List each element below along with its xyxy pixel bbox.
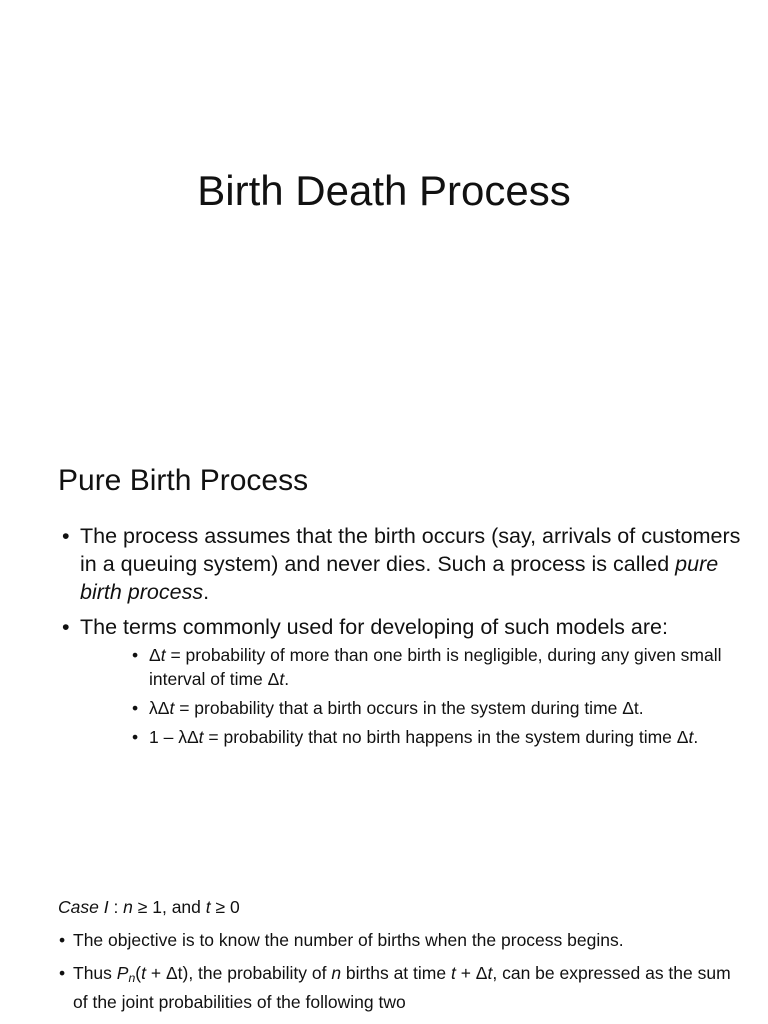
subbullet-one-minus-lambda-delta-t [130,725,760,749]
probability-symbol: P [116,963,129,983]
term-variable: t [198,727,204,747]
term-symbol: 1 – λΔ [149,727,199,747]
bullet-terms-intro [58,613,748,749]
bullet-process-assumption [58,522,748,606]
case-condition: ≥ 0 [210,897,240,917]
expression-variable: t [450,963,456,983]
bullet-prefix: Thus [73,963,117,983]
term-definition: = probability that no birth happens in the system during time Δ [203,727,689,747]
term-end: . [284,669,290,689]
case-separator: : [108,897,124,917]
expression-part: + Δt), the probability of [146,963,332,983]
bullet-objective [58,928,738,952]
expression-variable: n [331,963,342,983]
subbullet-lambda-delta-t [130,696,760,720]
terms-subbullet-list [130,643,760,749]
case-heading [58,894,240,920]
term-symbol: Δ [149,645,161,665]
term-symbol: λΔ [149,698,170,718]
term-definition: = probability that a birth occurs in the system during time Δt. [174,698,644,718]
bullet-text-end: . [203,580,210,604]
case-variable-t: t [205,897,211,917]
term-variable: t [160,645,166,665]
case-bullet-list [58,928,738,1023]
case-variable-n: n [123,897,133,917]
subbullet-delta-t [130,643,760,691]
term-end: . [693,727,699,747]
slide-title-birth-death-process: Birth Death Process [197,167,571,214]
bullet-text: The terms commonly used for developing of such models are: [80,615,668,639]
slide-title-pure-birth-process: Pure Birth Process [58,464,309,497]
expression-part: births at time [341,963,451,983]
bullet-text: The process assumes that the birth occurs (say, arrivals of customers in a queuing system) and never dies. Such a process is called [80,524,741,576]
case-condition: ≥ 1, and [132,897,206,917]
bullet-text: The objective is to know the number of births when the process begins. [73,930,624,950]
term-variable: t [169,698,175,718]
expression-part: ( [135,963,142,983]
case-label: Case I [58,897,109,917]
pure-birth-bullet-list [58,522,748,756]
expression-variable: t [487,963,493,983]
bullet-probability-expression [58,961,738,1014]
expression-variable: t [141,963,146,983]
term-definition: = probability of more than one birth is negligible, during any given small interval of time Δ [149,645,722,689]
probability-subscript: n [128,971,136,985]
bullet-emphasis: pure birth process [80,552,719,604]
term-variable: t [279,669,285,689]
expression-part: , can be expressed as the sum of the joint probabilities of the following two [73,963,731,1012]
expression-part: + Δ [455,963,488,983]
term-variable: t [688,727,694,747]
